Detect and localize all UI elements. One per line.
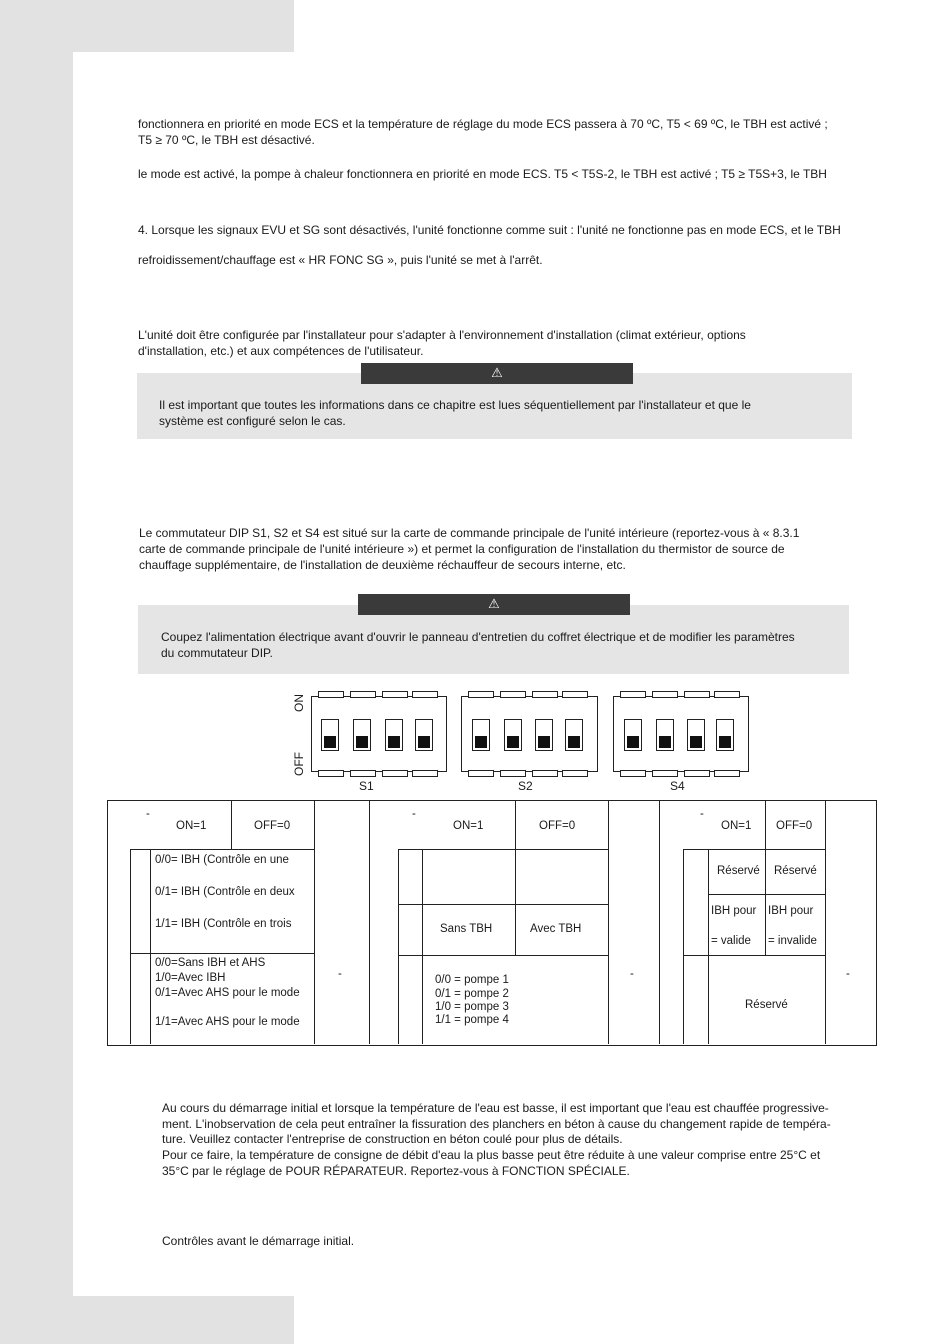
dip-s4-switch-4[interactable]: [716, 719, 734, 751]
dip-switch-s4[interactable]: [613, 696, 749, 772]
dip-switch-s2[interactable]: [461, 696, 598, 772]
s1-ahs-option-1: 0/0=Sans IBH et AHS: [155, 957, 266, 969]
s1-ahs-option-2: 1/0=Avec IBH: [155, 972, 226, 984]
table-dash: -: [338, 968, 342, 980]
s4-valide: = valide: [711, 935, 751, 947]
s2-pump-2: 0/1 = pompe 2: [435, 988, 509, 1000]
warning-1-line-2: système est configuré selon le cas.: [159, 414, 346, 428]
warning-1-line-1: Il est important que toutes les informations dans ce chapitre est lues séquentiellement par l'installateur et que le: [159, 398, 751, 412]
dip-s2-switch-1[interactable]: [472, 719, 490, 751]
page-margin-bottom: [0, 1296, 294, 1344]
para-7-line-1: Au cours du démarrage initial et lorsque la température de l'eau est basse, il est important que l'eau est chauffée progressive-: [162, 1101, 829, 1115]
dip-switch-s1[interactable]: [311, 696, 447, 772]
s1-ahs-option-4: 1/1=Avec AHS pour le mode: [155, 1016, 300, 1028]
para-3: 4. Lorsque les signaux EVU et SG sont désactivés, l'unité fonctionne comme suit : l'unité ne fonctionne pas en mode ECS, et le TBH: [138, 223, 841, 237]
table-dash: -: [412, 808, 416, 820]
s1-off-header: OFF=0: [254, 820, 291, 832]
dip-s4-switch-2[interactable]: [656, 719, 674, 751]
dip-s1-switch-3[interactable]: [385, 719, 403, 751]
para-6-line-3: chauffage supplémentaire, de l'installation de deuxième réchauffeur de secours interne, etc.: [139, 558, 626, 572]
para-5-line-1: L'unité doit être configurée par l'installateur pour s'adapter à l'environnement d'installation (climat extérieur, options: [138, 328, 746, 342]
s2-on-header: ON=1: [453, 820, 484, 832]
para-7-line-2: ment. L'inobservation de cela peut entraîner la fissuration des planchers en béton à cause du changement rapide de tempéra-: [162, 1117, 831, 1131]
para-7-line-3: ture. Veuillez contacter l'entreprise de construction en béton coulé pour plus de détails.: [162, 1132, 623, 1146]
para-6-line-2: carte de commande principale de l'unité intérieure ») et permet la configuration de l'installation du thermistor de source de: [139, 542, 785, 556]
s1-ahs-option-3: 0/1=Avec AHS pour le mode: [155, 987, 300, 999]
s4-reserve-off: Réservé: [774, 865, 817, 877]
page-margin-top: [0, 0, 294, 52]
s2-sans-tbh: Sans TBH: [440, 923, 493, 935]
para-2: le mode est activé, la pompe à chaleur fonctionnera en priorité en mode ECS. T5 < T5S-2, le TBH est activé ; T5 ≥ T5S+3, le TBH: [138, 167, 827, 181]
s2-pump-3: 1/0 = pompe 3: [435, 1001, 509, 1013]
dip-label-s4: S4: [670, 779, 685, 793]
dip-s1-switch-1[interactable]: [321, 719, 339, 751]
s2-pump-1: 0/0 = pompe 1: [435, 974, 509, 986]
dip-s1-switch-4[interactable]: [415, 719, 433, 751]
s2-avec-tbh: Avec TBH: [530, 923, 582, 935]
page-margin-left: [0, 0, 73, 1344]
dip-s2-switch-2[interactable]: [504, 719, 522, 751]
warning-header-1: [361, 363, 633, 384]
s4-ibh-pour-on: IBH pour: [711, 905, 757, 917]
s4-reserve-merged: Réservé: [745, 999, 788, 1011]
table-dash: -: [700, 808, 704, 820]
table-dash: -: [146, 808, 150, 820]
para-8: Contrôles avant le démarrage initial.: [162, 1234, 355, 1248]
warning-2-line-1: Coupez l'alimentation électrique avant d'ouvrir le panneau d'entretien du coffret électrique et de modifier les paramètres: [161, 630, 795, 644]
dip-label-s1: S1: [359, 779, 374, 793]
s4-reserve-on: Réservé: [717, 865, 760, 877]
para-6-line-1: Le commutateur DIP S1, S2 et S4 est situé sur la carte de commande principale de l'unité intérieure (reportez-vous à « 8.3.1: [139, 526, 800, 540]
para-4: refroidissement/chauffage est « HR FONC SG », puis l'unité se met à l'arrêt.: [138, 253, 543, 267]
s1-ibh-option-1: 0/0= IBH (Contrôle en une: [155, 854, 289, 866]
s1-ibh-option-3: 1/1= IBH (Contrôle en trois: [155, 918, 292, 930]
s1-on-header: ON=1: [176, 820, 207, 832]
para-7-line-4: Pour ce faire, la température de consigne de débit d'eau la plus basse peut être réduite à une valeur comprise entre 25°C et: [162, 1148, 821, 1162]
dip-settings-table: [107, 800, 877, 1046]
s2-off-header: OFF=0: [539, 820, 576, 832]
dip-on-label: ON: [292, 694, 306, 712]
para-5-line-2: d'installation, etc.) et aux compétences de l'utilisateur.: [138, 344, 424, 358]
warning-2-line-2: du commutateur DIP.: [161, 646, 273, 660]
table-dash: -: [630, 968, 634, 980]
warning-triangle-icon: ⚠: [488, 596, 500, 611]
para-1-line-2: T5 ≥ 70 ºC, le TBH est désactivé.: [138, 133, 315, 147]
dip-s2-switch-3[interactable]: [535, 719, 553, 751]
dip-label-s2: S2: [518, 779, 533, 793]
s2-pump-4: 1/1 = pompe 4: [435, 1014, 509, 1026]
dip-off-label: OFF: [292, 752, 306, 776]
s4-ibh-pour-off: IBH pour: [768, 905, 814, 917]
s4-invalide: = invalide: [768, 935, 817, 947]
table-dash: -: [846, 968, 850, 980]
s4-off-header: OFF=0: [776, 820, 813, 832]
dip-s1-switch-2[interactable]: [353, 719, 371, 751]
s1-ibh-option-2: 0/1= IBH (Contrôle en deux: [155, 886, 295, 898]
warning-header-2: [358, 594, 630, 615]
s4-on-header: ON=1: [721, 820, 752, 832]
dip-s4-switch-3[interactable]: [687, 719, 705, 751]
dip-s2-switch-4[interactable]: [565, 719, 583, 751]
para-7-line-5: 35°C par le réglage de POUR RÉPARATEUR. Reportez-vous à FONCTION SPÉCIALE.: [162, 1164, 630, 1178]
para-1-line-1: fonctionnera en priorité en mode ECS et la température de réglage du mode ECS passera à 70 ºC, T5 < 69 ºC, le TBH est activé ;: [138, 117, 828, 131]
dip-s4-switch-1[interactable]: [624, 719, 642, 751]
warning-triangle-icon: ⚠: [491, 365, 503, 380]
